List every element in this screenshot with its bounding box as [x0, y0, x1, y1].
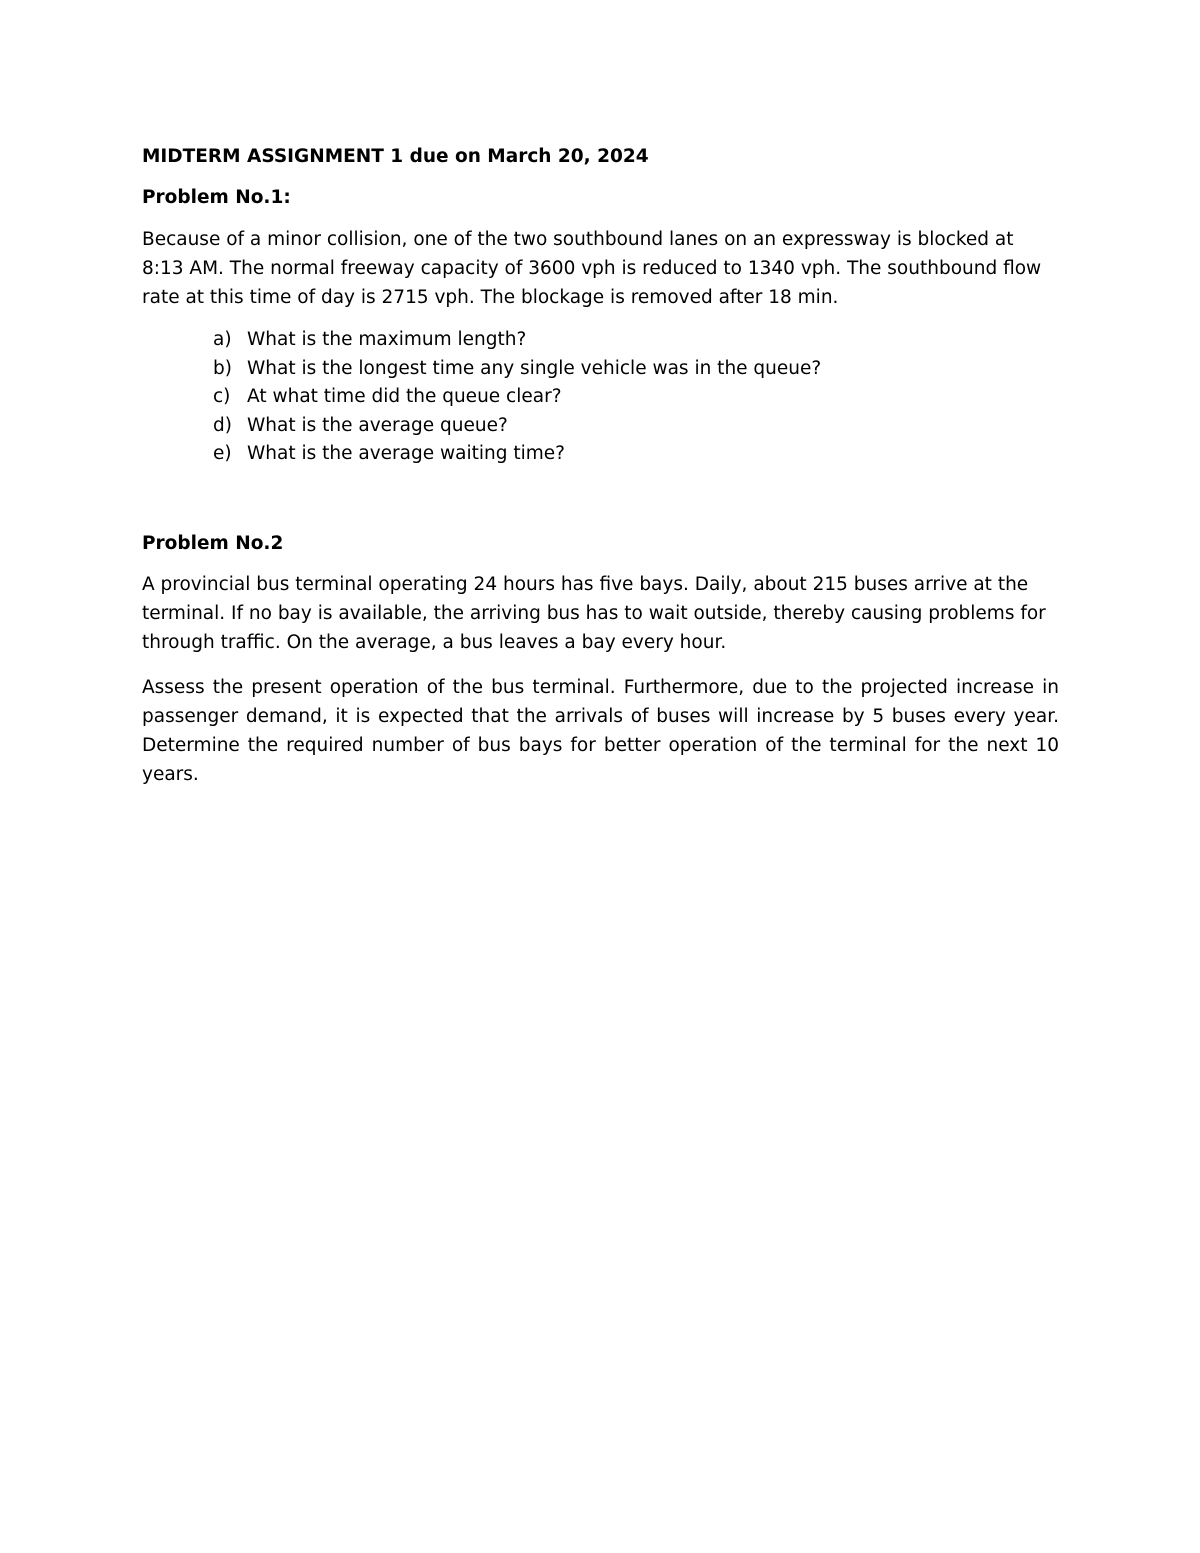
problem-2-paragraph-1: A provincial bus terminal operating 24 hours has five bays. Daily, about 215 buses arrive at the terminal. If no bay is available, the arriving bus has to wait outside, thereby causing problems for through traffic. On the average, a bus leaves a bay every hour. — [142, 573, 1046, 653]
question-label: c) — [213, 386, 231, 407]
problem-1-text: Because of a minor collision, one of the two southbound lanes on an expressway is blocked at 8:13 AM. The normal freeway capacity of 3600 vph is reduced to 1340 vph. The southbound flow rate at this time of day is 2715 vph. The blockage is removed after 18 min. — [142, 229, 1042, 308]
question-item — [142, 354, 1059, 383]
question-text: What is the average waiting time? — [247, 443, 565, 464]
question-text: At what time did the queue clear? — [247, 386, 562, 407]
problem-2-heading: Problem No.2 — [142, 532, 284, 554]
question-text: What is the average queue? — [247, 414, 508, 436]
problem-1-questions — [142, 325, 1059, 468]
question-text: What is the longest time any single vehicle was in the queue? — [247, 357, 822, 379]
problem-2-paragraph-2: Assess the present operation of the bus terminal. Furthermore, due to the projected increase in passenger demand, it is expected that the arrivals of buses will increase by 5 buses every year. Determine the required number of bus bays for better operation of the terminal for the next 10 years. — [142, 676, 1059, 785]
problem-1-heading: Problem No.1: — [142, 187, 291, 208]
question-item — [142, 325, 1059, 354]
question-item — [142, 439, 1059, 468]
question-label: a) — [213, 329, 232, 350]
question-label: d) — [213, 414, 232, 436]
question-text: What is the maximum length? — [247, 329, 527, 350]
question-item — [142, 411, 1059, 440]
question-label: b) — [213, 357, 232, 379]
question-label: e) — [213, 443, 232, 464]
document-content — [142, 142, 1059, 789]
document-title: MIDTERM ASSIGNMENT 1 due on March 20, 2024 — [142, 146, 649, 167]
question-item — [142, 382, 1059, 411]
